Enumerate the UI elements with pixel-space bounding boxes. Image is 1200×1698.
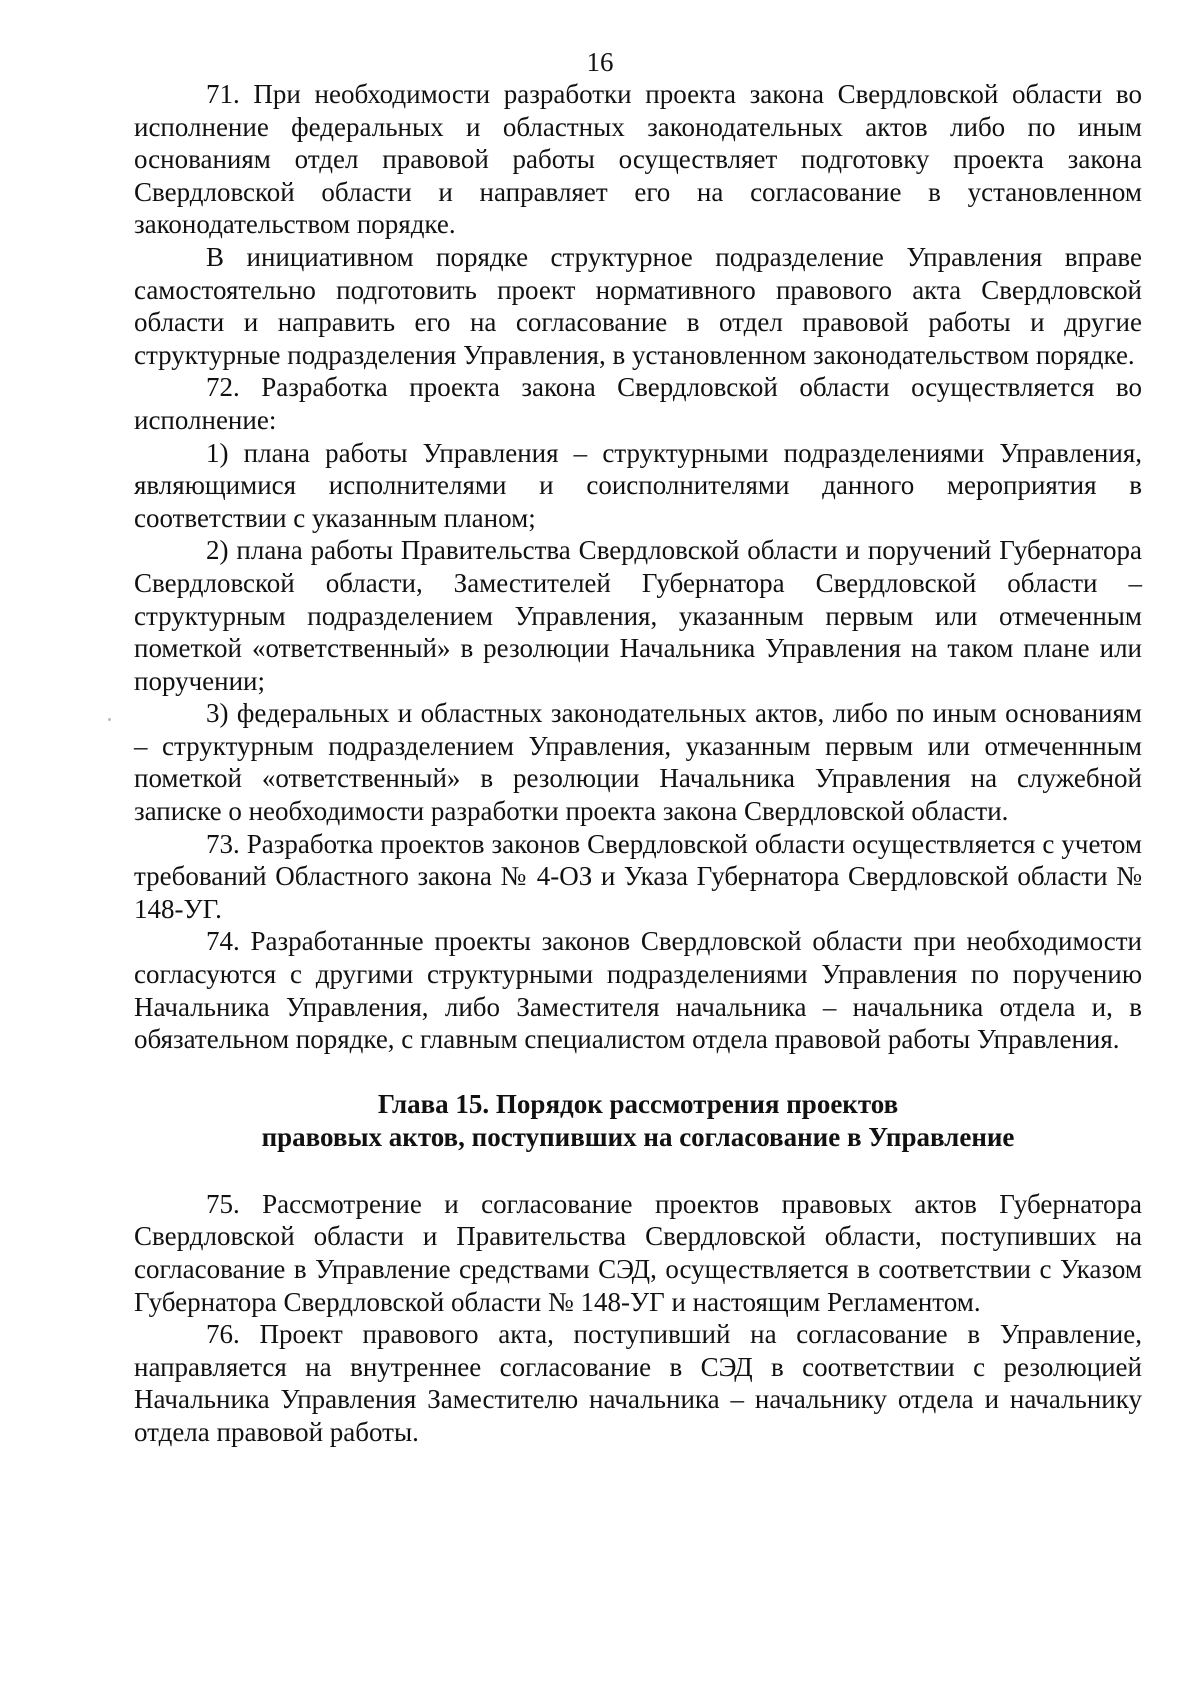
paragraph-74: 74. Разработанные проекты законов Свердловской области при необходимости согласуются с другими структурными подразделениями Управления по поручению Начальника Управления, либо Заместителя начальника – начальника отдела и, в обязательном порядке, с главным специалистом отдела правовой работы Управления. [134, 926, 1142, 1055]
chapter-title-line-1: Глава 15. Порядок рассмотрения проектов [377, 1088, 899, 1119]
page-number: 16 [586, 47, 614, 77]
list-item-3: 3) федеральных и областных законодательных актов, либо по иным основаниям – структурным подразделением Управления, указанным первым или отмеченнным пометкой «ответственный» в резолюции Начальника Управления на служебной записке о необходимости разработки проекта закона Свердловской области. [134, 698, 1142, 827]
paragraph-76: 76. Проект правового акта, поступивший на согласование в Управление, направляется на внутреннее согласование в СЭД в соответствии с резолюцией Начальника Управления Заместителю начальника – начальнику отдела и начальнику отдела правовой работы. [134, 1319, 1142, 1447]
list-item-2: 2) плана работы Правительства Свердловской области и поручений Губернатора Свердловской области, Заместителей Губернатора Свердловской области – структурным подразделением Управления, указанным первым или отмеченным пометкой «ответственный» в резолюции Начальника Управления на таком плане или поручении; [134, 535, 1142, 696]
document-body [134, 78, 1142, 1449]
list-item-1: 1) плана работы Управления – структурными подразделениями Управления, являющимися исполнителями и соисполнителями данного мероприятия в соответствии с указанным планом; [134, 437, 1142, 533]
paragraph-72: 72. Разработка проекта закона Свердловской области осуществляется во исполнение: [134, 372, 1142, 435]
paragraph-initiative: В инициативном порядке структурное подразделение Управления вправе самостоятельно подготовить проект нормативного правового акта Свердловской области и направить его на согласование в отдел правовой работы и другие структурные подразделения Управления, в установленном законодательством порядке. [134, 241, 1142, 370]
scan-speck [108, 718, 111, 721]
chapter-heading [134, 1088, 1142, 1154]
paragraph-71: 71. При необходимости разработки проекта закона Свердловской области во исполнение федеральных и областных законодательных актов либо по иным основаниям отдел правовой работы осуществляет подготовку проекта закона Свердловской области и направляет его на согласование в установленном законодательством порядке. [134, 79, 1142, 240]
paragraph-75: 75. Рассмотрение и согласование проектов правовых актов Губернатора Свердловской области и Правительства Свердловской области, поступивших на согласование в Управление средствами СЭД, осуществляется в соответствии с Указом Губернатора Свердловской области № 148-УГ и настоящим Регламентом. [134, 1188, 1142, 1317]
paragraph-73: 73. Разработка проектов законов Свердловской области осуществляется с учетом требований Областного закона № 4-ОЗ и Указа Губернатора Свердловской области № 148-УГ. [134, 828, 1142, 924]
chapter-title-line-2: правовых актов, поступивших на согласование в Управление [261, 1121, 1015, 1152]
